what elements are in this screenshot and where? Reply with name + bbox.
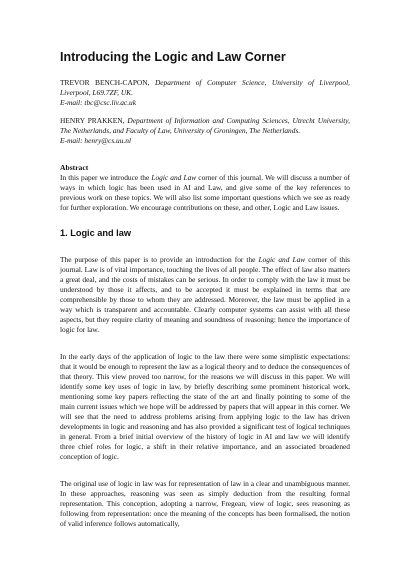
- author-block-1: [60, 78, 350, 108]
- abstract-heading: Abstract: [60, 163, 89, 172]
- paper-title: Introducing the Logic and Law Corner: [60, 50, 286, 64]
- section-heading-logic-and-law: 1. Logic and law: [60, 228, 131, 238]
- body-paragraph-3: The original use of logic in law was for representation of law in a clear and unambiguous manner. In these approaches, reasoning was seen as simply deduction from the resulting formal representation. This conception, adopting a narrow, Fregean, view of logic, sees reasoning as following from representation: once the meaning of the concepts has been formalised, the notion of valid inference follows automatically,: [60, 479, 350, 528]
- author-email[interactable]: E-mail: tbc@csc.liv.ac.uk: [60, 97, 137, 107]
- author-affiliation: Department of Computer Science, University of Liverpool, Liverpool, L69.7ZF, UK.: [60, 78, 350, 97]
- abstract-text: In this paper we introduce the Logic and Law corner of this journal. We will discuss a number of ways in which logic has been used in AI and Law, and give some of the key references to previous work on these topics. We will also list some important questions which we see as ready for further exploration. We encourage contributions on these, and other, Logic and Law issues.: [60, 173, 351, 212]
- author-affiliation: Department of Information and Computing Sciences, Utrecht University, The Netherlands, and Faculty of Law, University of Groningen, The Netherlands.: [60, 116, 350, 135]
- author-block-2: [60, 116, 350, 146]
- author-name: TREVOR BENCH-CAPON,: [60, 78, 150, 87]
- body-paragraph-2: In the early days of the application of logic to the law there were some simplistic expectations: that it would be enough to represent the law as a logical theory and to deduce the consequences of that theory. This view proved too narrow, for the reasons we will discuss in this paper. We will identify some key uses of logic in law, by briefly describing some prominent historical work, mentioning some key papers reflecting the state of the art and finally pointing to some of the main current issues which we hope will be addressed by papers that will appear in this corner. We will see that the need to address problems arising from applying logic to the law has driven developments in logic and reasoning and has also provided a significant test of logical techniques in general. From a brief initial overview of the history of logic in AI and law we will identify three chief roles for logic, a shift in their relative importance, and an associated broadened conception of logic.: [60, 352, 350, 461]
- author-name: HENRY PRAKKEN,: [60, 116, 125, 125]
- author-email[interactable]: E-mail: henry@cs.uu.nl: [60, 135, 132, 145]
- body-paragraph-1: The purpose of this paper is to provide an introduction for the Logic and Law corner of this journal. Law is of vital importance, touching the lives of all people. The effect of law also matters a great deal, and the costs of mistakes can be serious. In order to comply with the law it must be understood by those it affects, and to be accepted it must be explained in terms that are comprehensible by those to whom they are addressed. Moreover, the law must be applied in a way which is transparent and accountable. Clearly computer systems can assist with all these aspects, but they require clarity of meaning and soundness of reasoning: hence the importance of logic for law.: [60, 255, 350, 334]
